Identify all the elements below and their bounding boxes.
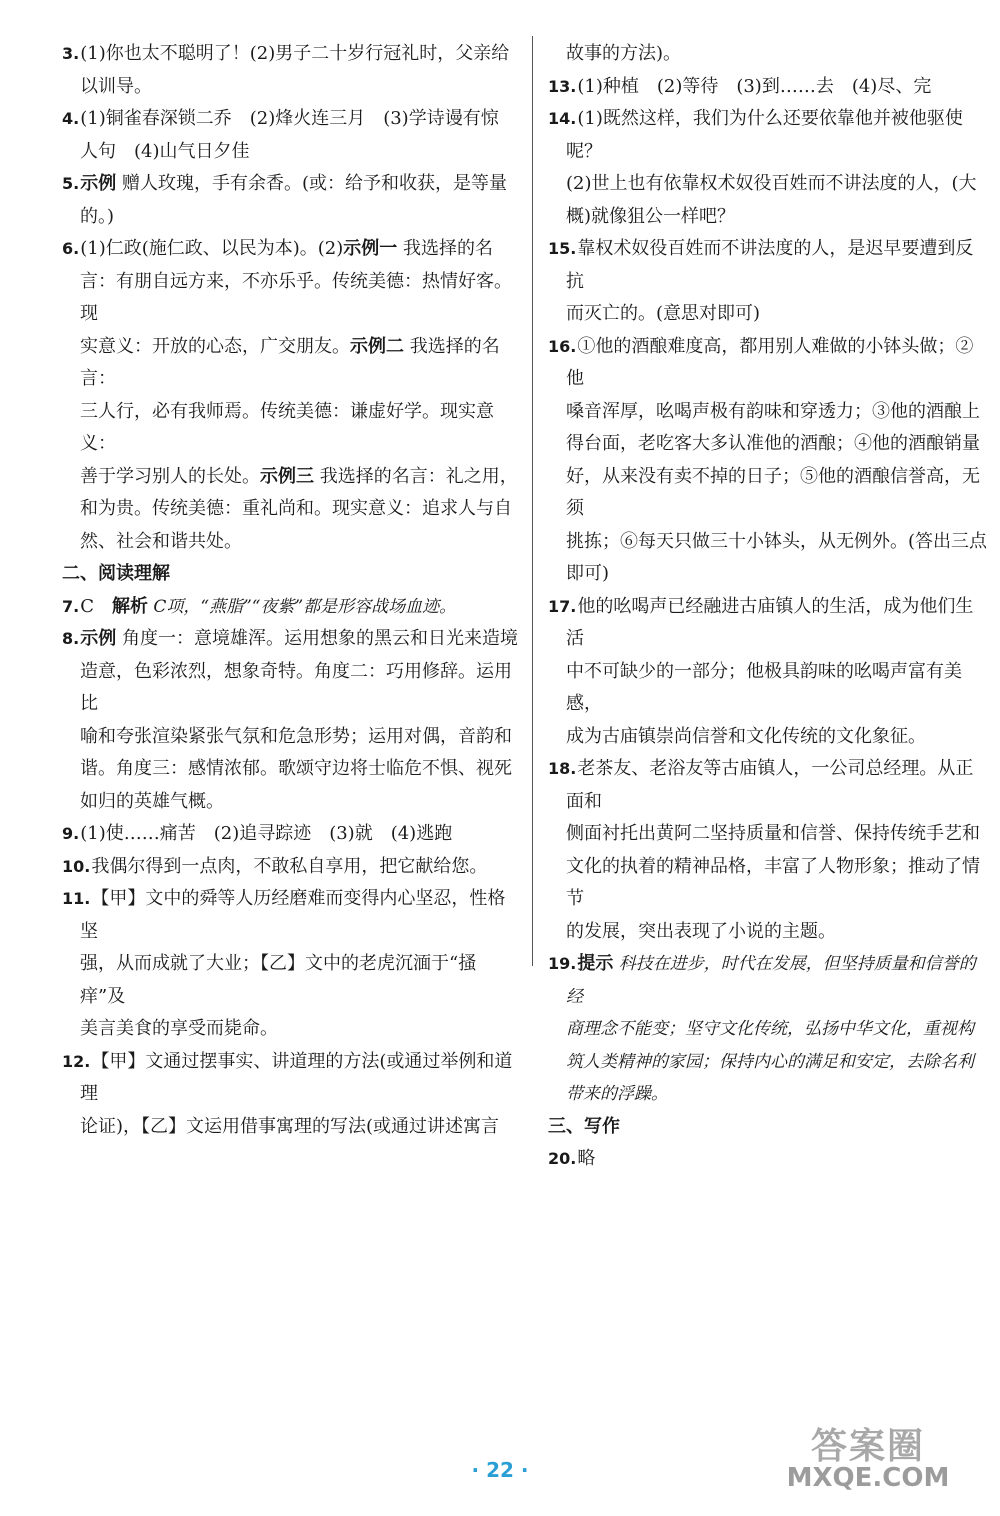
watermark-logo: 答案圈: [810, 1426, 925, 1467]
answer-4: 4.(1)铜雀春深锁二乔 (2)烽火连三月 (3)学诗谩有惊 人句 (4)山气日夕佳: [62, 108, 499, 162]
section-heading-reading: 二、阅读理解: [62, 563, 170, 584]
question-number: 11.: [62, 889, 91, 908]
page-number: · 22 ·: [471, 1458, 529, 1482]
question-number: 13.: [548, 76, 577, 96]
question-number: 6.: [62, 239, 80, 258]
question-number: 4.: [62, 109, 80, 128]
answer-9: 9.(1)使……痛苦 (2)追寻踪迹 (3)就 (4)逃跑: [62, 823, 453, 844]
answer-5: 5.示例 赠人玫瑰，手有余香。(或：给予和收获，是等量的。): [62, 173, 507, 227]
right-column: [548, 38, 988, 1176]
question-number: 3.: [62, 44, 80, 63]
question-number: 15.: [548, 239, 577, 258]
answer-10: 10.我偶尔得到一点肉，不敢私自享用，把它献给您。: [62, 855, 488, 877]
answer-12: 12.【甲】文通过摆事实、讲道理的方法(或通过举例和道理 论证)，【乙】文运用借事寓理的写法(或通过讲述寓言: [62, 1050, 513, 1137]
question-number: 7.: [62, 596, 80, 616]
column-divider: [532, 36, 533, 966]
section-heading-writing: 三、写作: [548, 1115, 620, 1137]
answer-11: 11.【甲】文中的舜等人历经磨难而变得内心坚忍，性格坚 强，从而成就了大业；【乙】文中的老虎沉湎于“搔痒”及 美言美食的享受而毙命。: [62, 888, 506, 1039]
question-number: 20.: [548, 1149, 577, 1168]
watermark-url: MXQE.COM: [786, 1463, 950, 1493]
answer-13: 13.(1)种植 (2)等待 (3)到……去 (4)尽、完: [548, 75, 932, 97]
answer-8: 8.示例 角度一：意境雄浑。运用想象的黑云和日光来造境 造意，色彩浓烈，想象奇特。角度二：巧用修辞。运用比 喻和夸张渲染紧张气氛和危急形势；运用对偶，音韵和 谐。角度三：感情浓郁。歌颂守边将士临危不惧、视死 如归的英雄气概。: [62, 628, 518, 812]
question-number: 16.: [548, 336, 577, 356]
question-number: 18.: [548, 759, 577, 778]
answer-17: 17.他的吆喝声已经融进古庙镇人的生活，成为他们生活 中不可缺少的一部分；他极具韵味的吆喝声富有美感， 成为古庙镇崇尚信誉和文化传统的文化象征。: [548, 595, 974, 747]
question-number: 17.: [548, 596, 577, 616]
answer-12-continued: 故事的方法)。: [566, 43, 682, 64]
question-number: 5.: [62, 174, 80, 193]
answer-18: 18.老茶友、老浴友等古庙镇人，一公司总经理。从正面和 侧面衬托出黄阿二坚持质量和信誉、保持传统手艺和 文化的执着的精神品格，丰富了人物形象；推动了情节 的发展，突出表现了小说的主题。: [548, 758, 980, 942]
question-number: 8.: [62, 629, 80, 648]
left-column: [62, 38, 520, 1143]
answer-7: 7.C 解析 C项，“燕脂”“夜紫”都是形容战场血迹。: [62, 595, 457, 617]
question-number: 9.: [62, 824, 80, 843]
watermark: [758, 1418, 978, 1510]
answer-14: 14.(1)既然这样，我们为什么还要依靠他并被他驱使呢？ (2)世上也有依靠权术奴役百姓而不讲法度的人，(大 概)就像狙公一样吧？: [548, 108, 977, 227]
question-number: 10.: [62, 856, 91, 876]
answer-20: 20.略: [548, 1148, 596, 1169]
answer-19: 19.提示 科技在进步，时代在发展，但坚持质量和信誉的经 商理念不能变；坚守文化传统，弘扬中华文化，重视构 筑人类精神的家园；保持内心的满足和安定，去除名利 带来的浮躁。: [548, 953, 976, 1104]
answer-3: 3.(1)你也太不聪明了！(2)男子二十岁行冠礼时，父亲给 以训导。: [62, 43, 510, 97]
answer-6: 6.(1)仁政(施仁政、以民为本)。(2)示例一 我选择的名 言：有朋自远方来，不亦乐乎。传统美德：热情好客。现 实意义：开放的心态，广交朋友。示例二 我选择的名言： 三人行，必有我师焉。传统美德：谦虚好学。现实意义： 善于学习别人的长处。示例三 我选择的名言：礼之用， 和为贵。传统美德：重礼尚和。现实意义：追求人与自 然、社会和谐共处。: [62, 238, 518, 552]
answer-15: 15.靠权术奴役百姓而不讲法度的人，是迟早要遭到反抗 而灭亡的。(意思对即可): [548, 238, 974, 324]
question-number: 12.: [62, 1051, 91, 1071]
answer-16: 16.①他的酒酿难度高，都用别人难做的小钵头做；②他 嗓音浑厚，吆喝声极有韵味和穿透力；③他的酒酿上 得台面，老吃客大多认准他的酒酿；④他的酒酿销量 好，从来没有卖不掉的日子；⑤他的酒酿信誉高，无须 挑拣；⑥每天只做三十小钵头，从无例外。(答出三点 即可): [548, 335, 988, 584]
question-number: 19.: [548, 954, 577, 973]
question-number: 14.: [548, 109, 577, 128]
